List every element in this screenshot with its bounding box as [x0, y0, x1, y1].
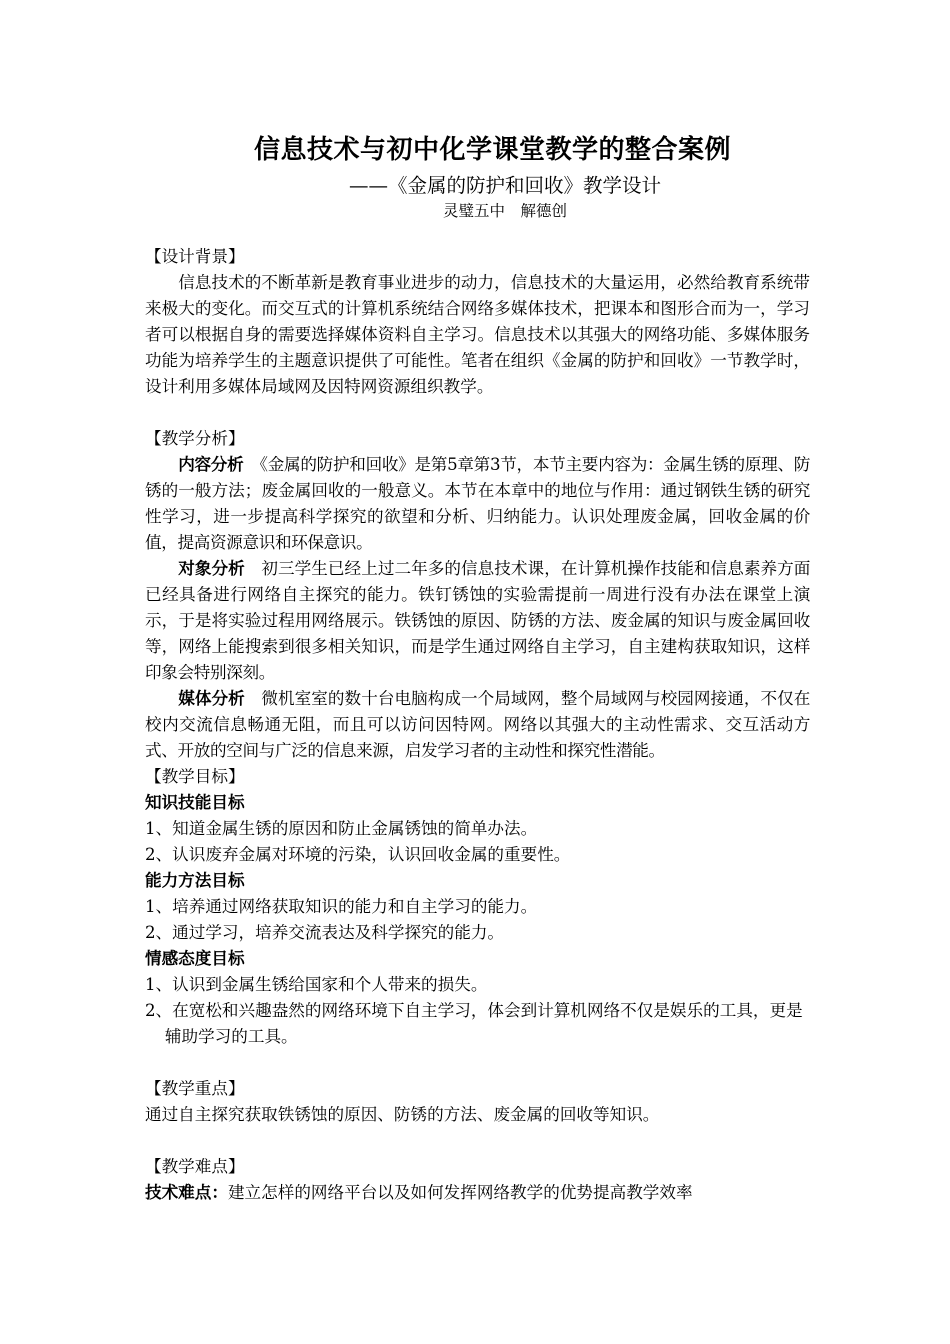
- media-analysis-text: 微机室室的数十台电脑构成一个局域网，整个局域网与校园网接通，不仅在校内交流信息畅通无阻，而且可以访问因特网。网络以其强大的主动性需求、交互活动方式、开放的空间与广泛的信息来源，启发学习者的主动性和探究性潜能。: [145, 689, 810, 760]
- object-analysis-label: 对象分析: [178, 559, 245, 578]
- list-item: 1、培养通过网络获取知识的能力和自主学习的能力。: [145, 897, 538, 916]
- content-analysis-paragraph: [145, 452, 810, 556]
- object-analysis-paragraph: [145, 556, 810, 686]
- section-difficulties: [145, 1154, 810, 1206]
- list-item: 2、通过学习，培养交流表达及科学探究的能力。: [145, 923, 505, 942]
- list-item: 1、认识到金属生锈给国家和个人带来的损失。: [145, 975, 488, 994]
- document-page: [145, 128, 810, 1206]
- section-analysis: [145, 426, 810, 764]
- tech-difficulty-label: 技术难点：: [145, 1183, 228, 1202]
- section-background: [145, 244, 810, 400]
- list-item: 2、认识废弃金属对环境的污染，认识回收金属的重要性。: [145, 845, 571, 864]
- media-analysis-label: 媒体分析: [178, 689, 245, 708]
- section-heading: 【设计背景】: [145, 247, 245, 266]
- list-item: 2、在宽松和兴趣盎然的网络环境下自主学习，体会到计算机网络不仅是娱乐的工具，更是辅助学习的工具。: [145, 1001, 803, 1046]
- object-analysis-text: 初三学生已经上过二年多的信息技术课，在计算机操作技能和信息素养方面已经具备进行网络自主探究的能力。铁钉锈蚀的实验需提前一周进行没有办法在课堂上演示，于是将实验过程用网络展示。铁锈蚀的原因、防锈的方法、废金属的知识与废金属回收等，网络上能搜索到很多相关知识，而是学生通过网络自主学习，自主建构获取知识，这样印象会特别深刻。: [145, 559, 810, 682]
- document-author: 灵璧五中 解德创: [442, 202, 567, 220]
- document-title: 信息技术与初中化学课堂教学的整合案例: [253, 135, 731, 165]
- ability-goals-heading: 能力方法目标: [145, 871, 245, 890]
- document-subtitle: ——《金属的防护和回收》教学设计: [348, 174, 661, 197]
- section-heading: 【教学难点】: [145, 1157, 245, 1176]
- background-paragraph: 信息技术的不断革新是教育事业进步的动力，信息技术的大量运用，必然给教育系统带来极大的变化。而交互式的计算机系统结合网络多媒体技术，把课本和图形合而为一，学习者可以根据自身的需要选择媒体资料自主学习。信息技术以其强大的网络功能、多媒体服务功能为培养学生的主题意识提供了可能性。笔者在组织《金属的防护和回收》一节教学时，设计利用多媒体局域网及因特网资源组织教学。: [145, 273, 810, 396]
- knowledge-goals-heading: 知识技能目标: [145, 793, 245, 812]
- section-heading: 【教学重点】: [145, 1079, 245, 1098]
- tech-difficulty-text: 建立怎样的网络平台以及如何发挥网络教学的优势提高教学效率: [227, 1183, 693, 1202]
- tech-difficulty-paragraph: [145, 1180, 810, 1206]
- keypoints-text: 通过自主探究获取铁锈蚀的原因、防锈的方法、废金属的回收等知识。: [145, 1105, 660, 1124]
- section-heading: 【教学目标】: [145, 767, 245, 786]
- section-goals: [145, 764, 810, 1050]
- content-analysis-label: 内容分析: [178, 455, 244, 474]
- section-keypoints: [145, 1076, 810, 1128]
- section-heading: 【教学分析】: [145, 429, 245, 448]
- list-item: 1、知道金属生锈的原因和防止金属锈蚀的简单办法。: [145, 819, 538, 838]
- emotion-goals-heading: 情感态度目标: [145, 949, 245, 968]
- media-analysis-paragraph: [145, 686, 810, 764]
- content-analysis-text: 《金属的防护和回收》是第5章第3节，本节主要内容为：金属生锈的原理、防锈的一般方法；废金属回收的一般意义。本节在本章中的地位与作用：通过钢铁生锈的研究性学习，进一步提高科学探究的欲望和分析、归纳能力。认识处理废金属，回收金属的价值，提高资源意识和环保意识。: [145, 455, 810, 552]
